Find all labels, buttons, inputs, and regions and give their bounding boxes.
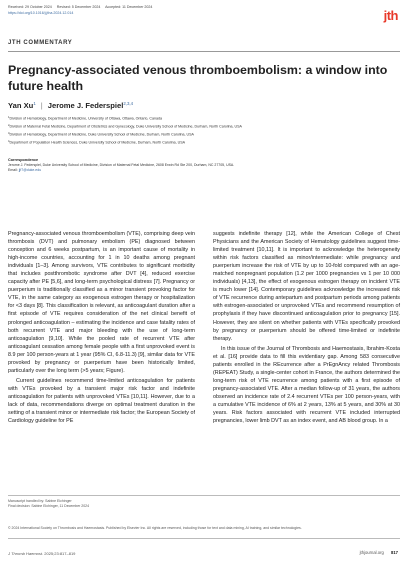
citation-volume: 2025;23:817–819	[44, 551, 76, 556]
author-affiliation-ref[interactable]: 2,3,4	[123, 101, 134, 106]
correspondence-address: Jerome J. Federspiel, Duke University School of Medicine, Division of Maternal Fetal Medicine, 2608 Erwin Rd Ste 200, Durham, NC 27705, USA.	[8, 163, 235, 167]
body-paragraph: Pregnancy-associated venous thromboembolism (VTE), comprising deep vein thrombosis (DVT) and pulmonary embolism (PE) diagnosed between conception and 6 weeks postpartum, is an important cause of mortality in high-income countries, accounting for 1 in 10 deaths among pregnant individuals [1–3]. Among survivors, VTE contributes to significant morbidity that includes postthrombotic syndrome after DVT [4], reduced exercise capacity after PE [5,6], and long-term psychological distress [7]. Pregnancy or puerperium is traditionally classified as a minor transient provoking factor for VTE, in the same category as exogenous estrogen therapy or hospitalization for <3 days [8]. This classification is relevant, as anticoagulant duration after a first episode of VTE requires consideration of the net clinical benefit of prolonged anticoagulation – estimating the incidence and case fatality rates of both recurrent VTE and major bleeding with the use of long-term anticoagulation [9,10]. While the pooled rate of recurrent VTE after anticoagulant cessation among female people with a first unprovoked event is 8.9 per 100 person-years at 1 year (95% CI, 6.8-11.3) [9], similar data for VTE provoked by pregnancy or puerperium have been historically limited, particularly over the long term (>5 years; Figure).	[8, 231, 195, 374]
manuscript-handler: Manuscript handled by: Sabine Eichinger	[8, 499, 72, 503]
doi-link[interactable]: https://doi.org/10.1016/j.jtha.2024.12.014	[8, 11, 74, 15]
email-label: Email:	[8, 168, 18, 172]
author-affiliation-ref[interactable]: 1	[33, 101, 36, 106]
body-paragraph: In this issue of the Journal of Thrombosis and Haemostasis, Ibrahim-Kosta et al. [16] provide data to fill this evidentiary gap. Among 583 consecutive patients enrolled in the REcurrence after a PrEgnAncy related Thrombosis (REPEAT) Study, a single-center cohort in France, the authors determined the long-term risk of VTE recurrence among patients with a first episode of pregnancy-associated VTE. After a median follow-up of 31 years, the authors observed an incidence rate of 2.4 recurrent VTEs per 100 person-years, with a cumulative VTE incidence of 6% at 2 years, 13% at 5 years, and 30% at 30 years. Risk factors associated with recurrent VTE included interrupted pregnancies, lower limb DVT as an index event, and AB blood group. In a	[213, 345, 400, 425]
journal-site-link[interactable]: jthjournal.org	[359, 550, 384, 555]
accepted-date: Accepted: 11 December 2024	[105, 5, 153, 9]
final-decision: Final decision: Sabine Eichinger, 11 December 2024	[8, 503, 90, 508]
page-number: 817	[391, 550, 398, 555]
article-title: Pregnancy-associated venous thromboembolism: a window into future health	[8, 63, 388, 93]
affiliation: $^2$Division of Maternal Fetal Medicine, Department of Obstetrics and Gynecology, Duke University School of Medicine, Durham, North Carolina, USA	[8, 123, 242, 129]
author-separator: |	[40, 101, 43, 110]
footer-right	[360, 550, 398, 555]
copyright-notice: © 2024 International Society on Thrombosis and Haemostasis. Published by Elsevier Inc. All rights are reserved, including those for text and data mining, AI training, and similar technologies.	[8, 526, 302, 530]
affiliation: $^1$Division of Hematology, Department of Medicine, University of Ottawa, Ottawa, Ontario, Canada	[8, 116, 162, 121]
journal-citation	[8, 551, 75, 556]
correspondence-heading: Correspondence	[8, 158, 39, 162]
body-column-left	[8, 230, 195, 427]
body-column-right	[213, 230, 400, 427]
footnote-divider	[8, 495, 400, 496]
section-label: JTH COMMENTARY	[8, 40, 73, 46]
footer-divider	[8, 538, 400, 539]
affiliation: $^4$Department of Population Health Sciences, Duke University School of Medicine, Durham, North Carolina, USA	[8, 139, 186, 145]
article-dates	[8, 5, 156, 9]
editor-note	[8, 499, 89, 508]
header-divider	[8, 51, 400, 52]
journal-abbrev: J Thromb Haemost.	[8, 551, 44, 556]
author-list	[8, 101, 133, 110]
email-link[interactable]: jjf7@duke.edu	[18, 168, 42, 172]
author-name[interactable]: Jerome J. Federspiel	[47, 101, 124, 110]
revised-date: Revised: 5 December 2024	[56, 5, 101, 9]
correspondence-email	[8, 168, 41, 172]
received-date: Received: 29 October 2024	[8, 5, 52, 9]
body-paragraph: suggests indefinite therapy [12], while the American College of Chest Physicians and the American Society of Hematology guidelines suggest time-limited treatment [10,11]. It is important to acknowledge the heterogeneity within risk factors classified as minor/intermediate: while pregnancy and puerperium increase the risk of VTE by up to 10-fold compared with an age-matched nonpregnant population (1.2 per 1000 pregnancies vs 1 per 10 000 individuals) [4,13], the effect of exogenous estrogen therapy on incident VTE is much lower [14]. Contemporary guidelines acknowledge the increased risk of VTE recurrence during antepartum and postpartum periods among patients with estrogen-associated or unprovoked VTEs and recommend resumption of prophylaxis if they have discontinued anticoagulation prior to pregnancy [15]. However, they are silent on whether patients with VTEs specifically provoked by pregnancy or puerperium should be offered time-limited or indefinite therapy.	[213, 231, 400, 342]
body-paragraph: Current guidelines recommend time-limited anticoagulation for patients with VTEs provoked by a transient major risk factor and indefinite anticoagulation for patients with unprovoked VTEs [10,11]. However, due to a lack of data, recommendations diverge on optimal treatment duration in the setting of a transient minor or intermediate risk factor; the European Society of Cardiology guideline for PE	[8, 377, 195, 425]
affiliation-list	[8, 116, 400, 148]
author-name[interactable]: Yan Xu	[8, 101, 34, 110]
affiliation: $^3$Division of Hematology, Department of Medicine, Duke University School of Medicine, Durham, North Carolina, USA	[8, 131, 194, 137]
journal-logo: jth	[383, 8, 398, 23]
